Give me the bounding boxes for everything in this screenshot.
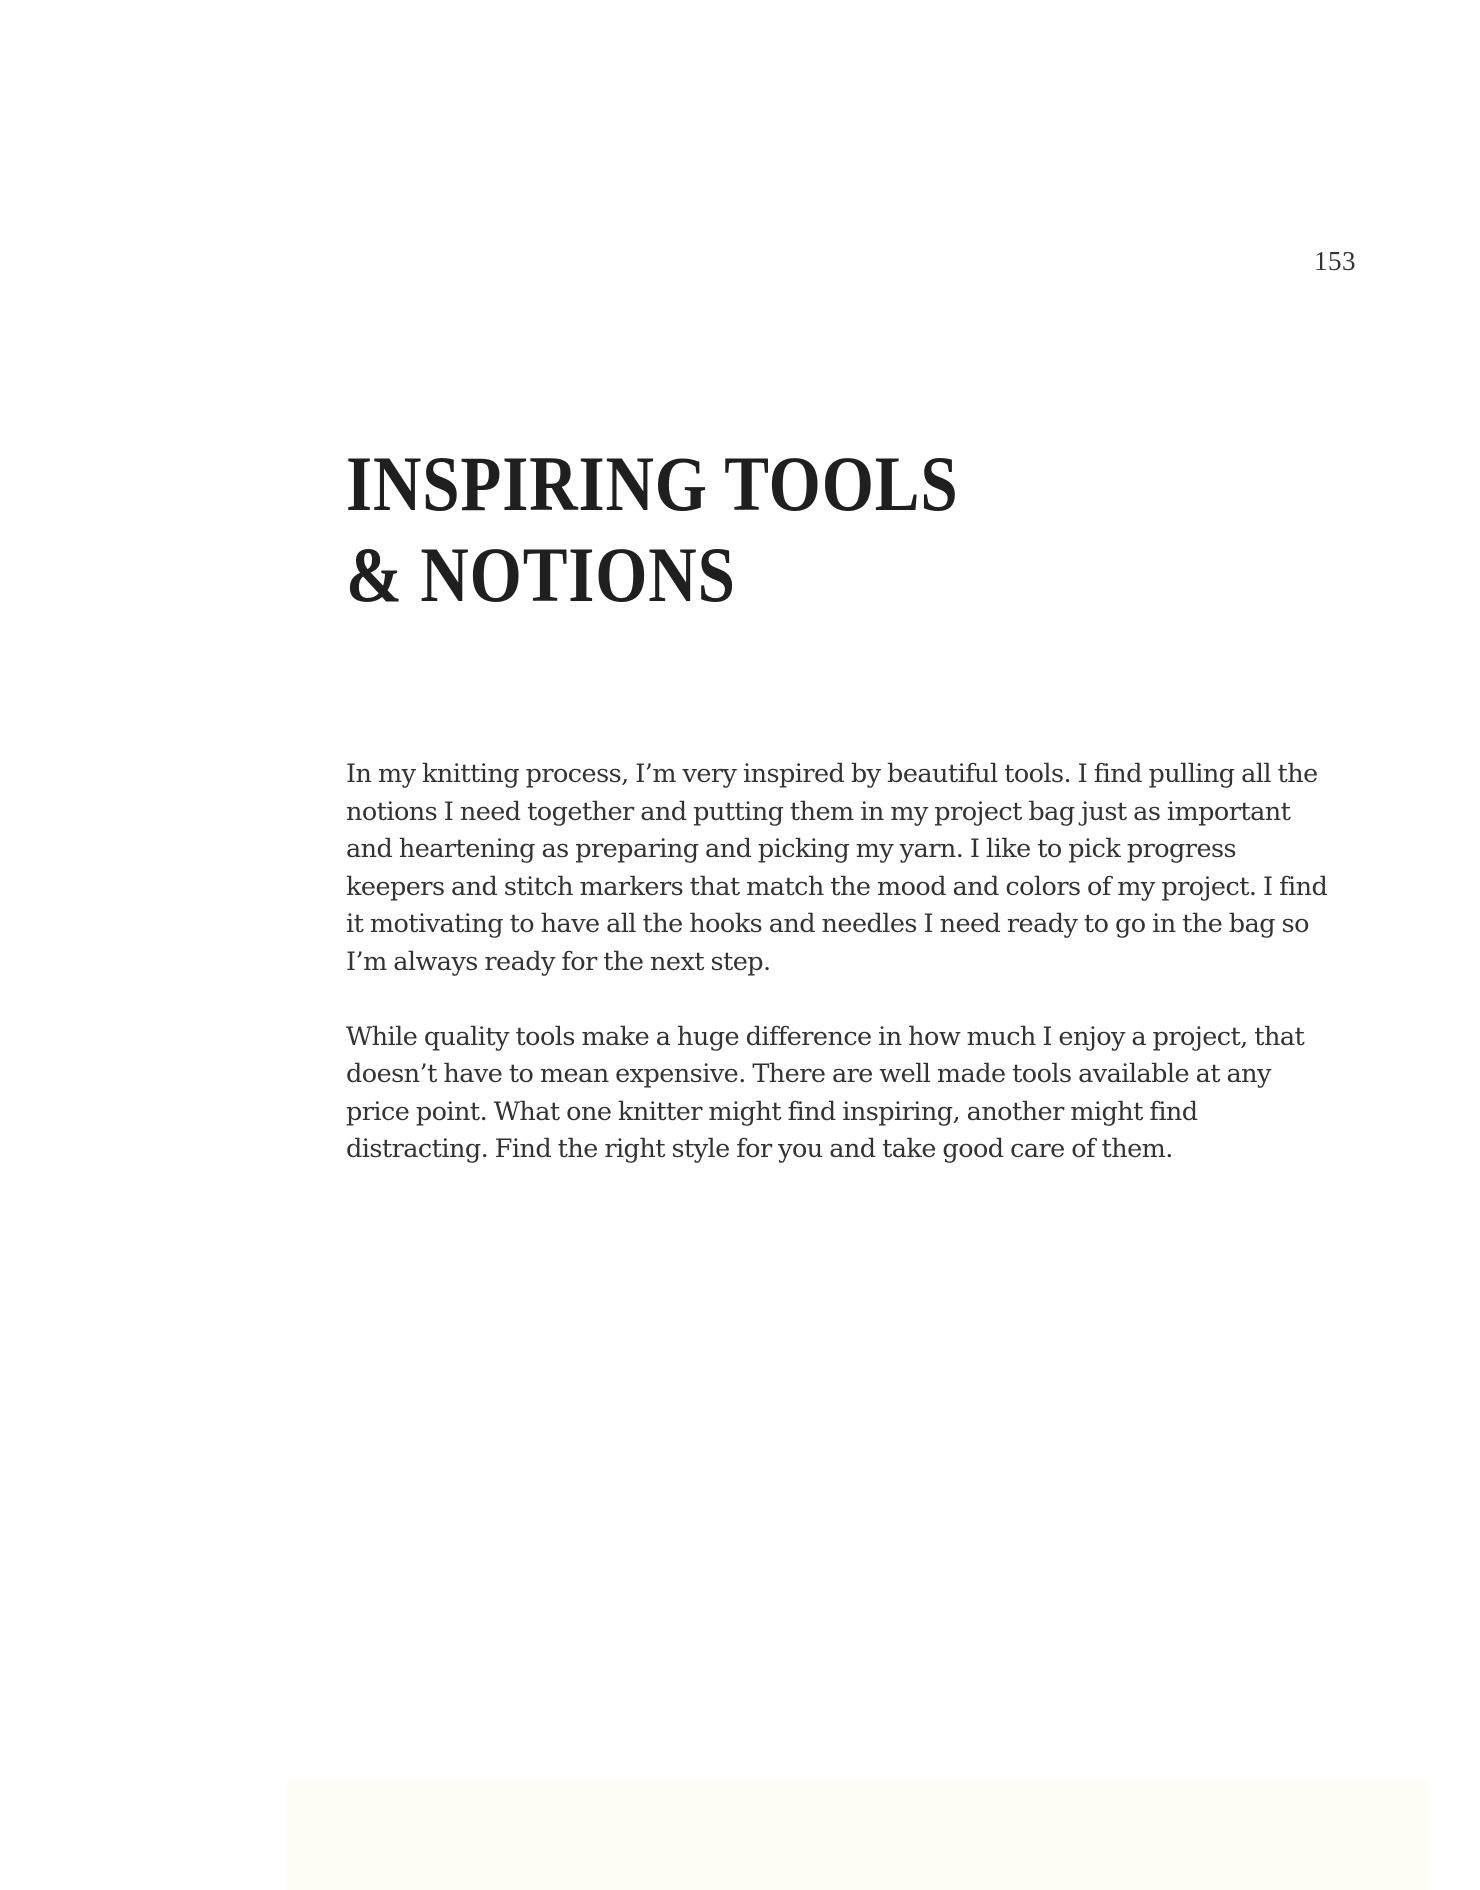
body-paragraph-2: While quality tools make a huge difference in how much I enjoy a project, that doesn’t have to mean expensive. There are well made tools available at any price point. What one knitter might find inspiring, another might find distracting. Find the right style for you and take good care of them. (346, 1021, 1305, 1165)
body-paragraph-1: In my knitting process, I’m very inspired by beautiful tools. I find pulling all the notions I need together and putting them in my project bag just as important and heartening as preparing and picking my yarn. I like to pick progress keepers and stitch markers that match the mood and colors of my project. I find it motivating to have all the hooks and needles I need ready to go in the bag so I’m always ready for the next step. (346, 759, 1328, 977)
chapter-title-line-2: & NOTIONS (346, 531, 736, 618)
chapter-title-line-1: INSPIRING TOOLS (346, 440, 959, 527)
page-number: 153 (1314, 246, 1356, 276)
page-bottom-tint (287, 1780, 1427, 1890)
chapter-title (346, 438, 958, 620)
body-text (346, 756, 1336, 1206)
